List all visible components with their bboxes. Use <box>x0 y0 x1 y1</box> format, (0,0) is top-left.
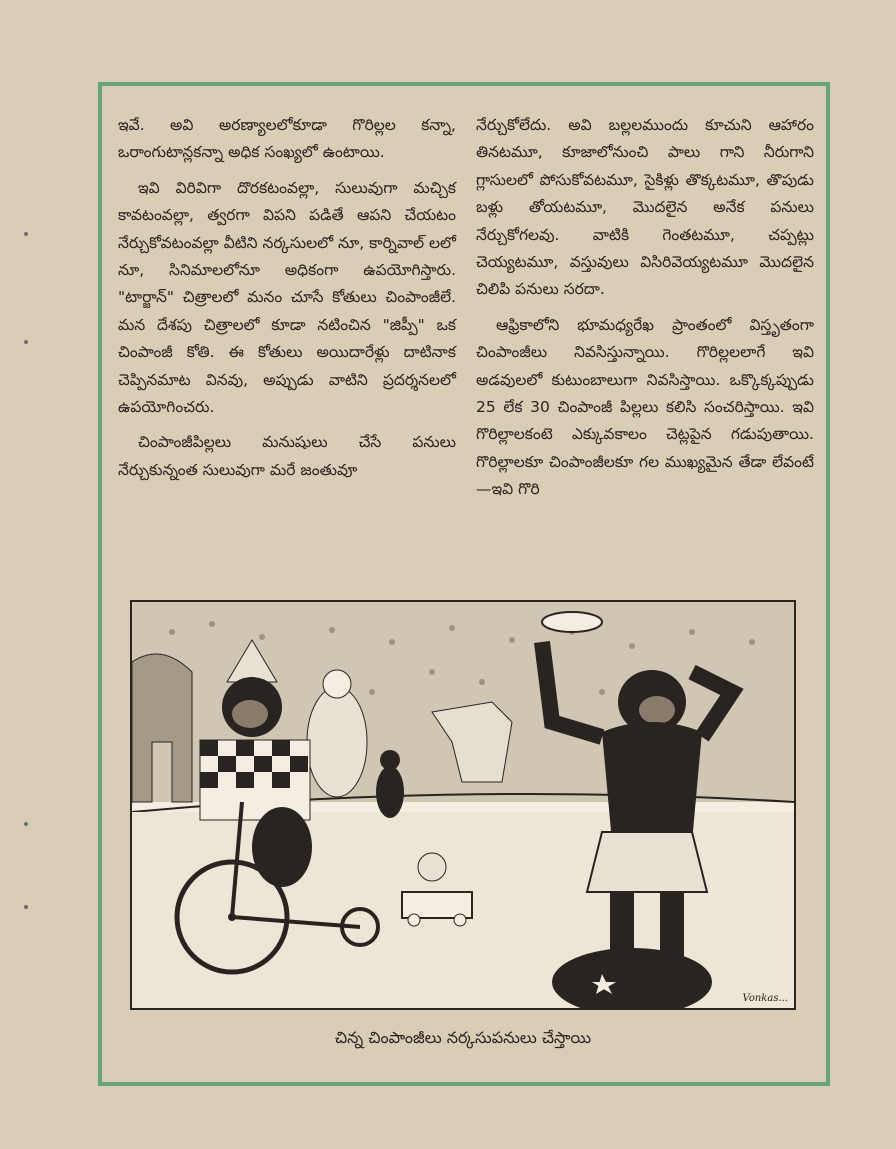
artist-signature: Vonkas... <box>742 993 788 1004</box>
left-column <box>118 112 456 492</box>
right-column <box>476 112 814 512</box>
margin-hole-2 <box>24 340 28 344</box>
margin-hole-4 <box>24 905 28 909</box>
paragraph: ఇవి విరివిగా దొరకటంవల్లా, సులువుగా మచ్చిక కావటంవల్లా, త్వరగా విపని పడితే ఆపని చేయటం నేర్చుకోవటంవల్లా వీటిని నర్కసులలో నూ, కార్నివాల్ లలో నూ, సినిమాలలోనూ అధికంగా ఉపయోగిస్తారు. "టార్జాన్" చిత్రాలలో మనం చూసే కోతులు చింపాంజీలే. మన దేశపు చిత్రాలలో కూడా నటించిన "జిప్పీ" ఒక చింపాంజీ కోతి. ఈ కోతులు అయిదారేళ్లు దాటినాక చెప్పినమాట వినవు, అప్పుడు వాటిని ప్రదర్శనలలో ఉపయోగించరు. <box>118 178 456 417</box>
paragraph: నేర్చుకోలేదు. అవి బల్లలముందు కూచుని ఆహారం తినటమూ, కూజాలోనుంచి పాలు గాని నీరుగాని గ్లాసులలో పోసుకోవటమూ, సైకిళ్లు తొక్కటమూ, తొపుడు బళ్లు తోయటమూ, మొదలైన అనేక పనులు నేర్చుకోగలవు. వాటికి గెంతటమూ, చప్పట్లు చెయ్యటమూ, వస్తువులు విసిరివెయ్యటమూ మొదలైన చిలిపి పనులు సరదా. <box>476 116 814 299</box>
paragraph: ఇవే. అవి అరణ్యాలలోకూడా గొరిల్లల కన్నా, ఒరాంగుటాన్లకన్నా అధిక సంఖ్యలో ఉంటాయి. <box>118 116 456 162</box>
margin-hole-3 <box>24 822 28 826</box>
illustration-caption: చిన్న చింపాంజీలు నర్కసుపనులు చేస్తాయి <box>334 1028 592 1047</box>
paragraph: చింపాంజీపిల్లలు మనుషులు చేసే పనులు నేర్చుకున్నంత సులువుగా మరే జంతువూ <box>118 433 456 479</box>
paragraph: ఆఫ్రికాలోని భూమధ్యరేఖ ప్రాంతంలో విస్తృతంగా చింపాంజీలు నివసిస్తున్నాయి. గొరిల్లలలాగే ఇవి అడవులలో కుటుంబాలుగా నివసిస్తాయి. ఒక్కొక్కప్పుడు 25 లేక 30 చింపాంజీ పిల్లలు కలిసి సంచరిస్తాయి. ఇవి గొరిల్లాలకంటె ఎక్కువకాలం చెట్లపైన గడుపుతాయి. గొరిల్లాలకూ చింపాంజీలకూ గల ముఖ్యమైన తేడా లేవంటే—ఇవి గొరి <box>476 315 814 499</box>
circus-chimpanzee-illustration <box>130 600 796 1010</box>
illustration-drawing <box>132 602 794 1008</box>
margin-hole-1 <box>24 232 28 236</box>
